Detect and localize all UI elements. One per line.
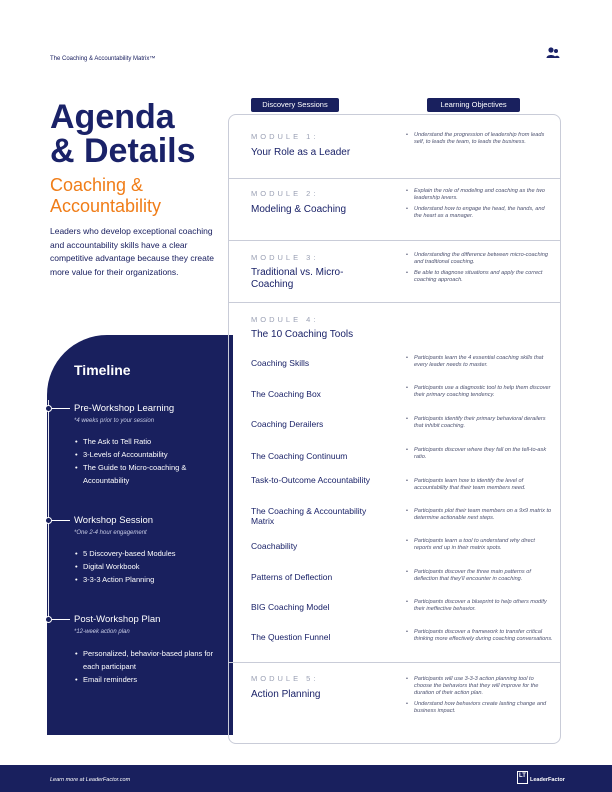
- stage-item: • Email reminders: [74, 673, 224, 686]
- tool-name: Coaching Derailers: [251, 419, 324, 429]
- timeline-connector: [52, 408, 70, 409]
- timeline-connector: [52, 619, 70, 620]
- timeline-dot: [45, 405, 52, 412]
- objective-list: [405, 447, 553, 465]
- tool-name: Coaching Skills: [251, 358, 310, 368]
- stage-item: • The Guide to Micro-coaching & Accountability: [74, 461, 224, 487]
- objective-list: [405, 355, 553, 373]
- stage-item: • 3-Levels of Accountability: [74, 448, 224, 461]
- stage-item: • The Ask to Tell Ratio: [74, 435, 224, 448]
- objective-item: • Participants learn how to identify the level of accountability that their team members need.: [405, 478, 553, 492]
- users-icon: [546, 46, 560, 60]
- timeline-dot: [45, 616, 52, 623]
- module-label: MODULE 3:: [251, 253, 319, 262]
- module-title: Traditional vs. Micro-Coaching: [251, 267, 344, 290]
- brand-line: The Coaching & Accountability Matrix™: [50, 56, 156, 62]
- objective-list: [405, 385, 553, 403]
- objective-list: [405, 478, 553, 496]
- objective-item: • Participants discover where they fall on the tell-to-ask ratio.: [405, 447, 553, 461]
- stage-item: • Digital Workbook: [74, 560, 224, 573]
- objective-item: • Explain the role of modeling and coaching as the two leadership levers.: [405, 188, 553, 202]
- intro-text: Leaders who develop exceptional coaching and accountability skills have a clear competitive advantage because they create more value for their organizations.: [50, 226, 214, 277]
- objective-item: • Participants will use 3-3-3 action planning tool to choose the behaviors that they will improve for the duration of their action plan.: [405, 676, 553, 697]
- objective-item: • Be able to diagnose situations and apply the correct coaching approach.: [405, 270, 553, 284]
- objective-item: • Understanding the difference between micro-coaching and traditional coaching.: [405, 252, 553, 266]
- tool-name: BIG Coaching Model: [251, 602, 330, 612]
- objective-list: [405, 629, 553, 647]
- timeline-title: Timeline: [74, 362, 131, 378]
- logo-text: LeaderFactor: [530, 777, 565, 783]
- page-title: [50, 100, 196, 168]
- objective-item: • Participants plot their team members on a 9x9 matrix to determine actionable next steps.: [405, 508, 553, 522]
- objective-list: [405, 188, 553, 224]
- stage-heading: Pre-Workshop Learning: [74, 403, 175, 414]
- objective-list: [405, 508, 553, 526]
- stage-item: • 5 Discovery-based Modules: [74, 547, 224, 560]
- objective-list: [405, 569, 553, 587]
- objective-item: • Participants learn the 4 essential coaching skills that every leader needs to master.: [405, 355, 553, 369]
- tool-name: Task-to-Outcome Accountability: [251, 475, 371, 485]
- objective-item: • Understand how behaviors create lasting change and business impact.: [405, 701, 553, 715]
- page-subtitle: [50, 175, 220, 217]
- tool-name: The Question Funnel: [251, 632, 331, 642]
- objective-list: [405, 538, 553, 556]
- module-divider: [228, 662, 561, 663]
- module-title: Your Role as a Leader: [251, 147, 351, 158]
- stage-heading: Post-Workshop Plan: [74, 614, 161, 625]
- tool-name: Patterns of Deflection: [251, 572, 333, 582]
- stage-list: [74, 547, 224, 586]
- module-divider: [228, 178, 561, 179]
- objective-item: • Participants discover the three main patterns of deflection that they'll encounter in coaching.: [405, 569, 553, 583]
- page-subtitle-line-2: Accountability: [50, 196, 162, 216]
- leaderfactor-logo-icon: [517, 771, 528, 784]
- stage-heading: Workshop Session: [74, 515, 154, 526]
- objective-list: [405, 132, 553, 150]
- tab-discovery-sessions: Discovery Sessions: [251, 98, 339, 112]
- objective-list: [405, 252, 553, 288]
- tab-learning-objectives: Learning Objectives: [427, 98, 520, 112]
- timeline-connector: [52, 520, 70, 521]
- objective-item: • Participants discover a blueprint to help others modify their ineffective behavior.: [405, 599, 553, 613]
- objective-item: • Participants learn a tool to understand why direct reports end up in their matrix spots.: [405, 538, 553, 552]
- objective-list: [405, 416, 553, 434]
- tool-name: The Coaching Box: [251, 389, 321, 399]
- stage-list: [74, 647, 224, 686]
- module-divider: [228, 240, 561, 241]
- module-label: MODULE 1:: [251, 132, 319, 141]
- objective-item: • Participants use a diagnostic tool to help them discover their primary coaching tendency.: [405, 385, 553, 399]
- stage-item: • 3-3-3 Action Planning: [74, 573, 224, 586]
- module-label: MODULE 4:: [251, 315, 319, 324]
- timeline-line: [48, 400, 49, 620]
- module-title: Modeling & Coaching: [251, 204, 347, 215]
- tool-name: Coachability: [251, 541, 298, 551]
- module-label: MODULE 5:: [251, 674, 319, 683]
- objective-item: • Participants discover a framework to transfer critical thinking more effectively during coaching conversations.: [405, 629, 553, 643]
- module-title: Action Planning: [251, 689, 321, 700]
- module-divider: [228, 302, 561, 303]
- objective-list: [405, 676, 553, 719]
- stage-note: *12-week action plan: [74, 629, 130, 635]
- objective-item: • Participants identify their primary behavioral derailers that inhibit coaching.: [405, 416, 553, 430]
- objective-item: • Understand how to engage the head, the hands, and the heart as a manager.: [405, 206, 553, 220]
- module-title: The 10 Coaching Tools: [251, 329, 354, 340]
- stage-note: *4 weeks prior to your session: [74, 418, 155, 424]
- page-title-line-2: & Details: [50, 132, 196, 170]
- stage-list: [74, 435, 224, 487]
- tool-name: The Coaching & Accountability Matrix: [251, 506, 367, 526]
- logo-mark: LT: [519, 773, 526, 779]
- tool-name: The Coaching Continuum: [251, 451, 348, 461]
- objective-list: [405, 599, 553, 617]
- objective-item: • Understand the progression of leadership from leads self, to leads the team, to leads the business.: [405, 132, 553, 146]
- stage-item: • Personalized, behavior-based plans for each participant: [74, 647, 224, 673]
- page-subtitle-line-1: Coaching &: [50, 175, 144, 195]
- module-label: MODULE 2:: [251, 189, 319, 198]
- page-title-line-1: Agenda: [50, 98, 175, 136]
- timeline-dot: [45, 517, 52, 524]
- footer-link[interactable]: Learn more at LeaderFactor.com: [50, 777, 131, 783]
- stage-note: *One 2-4 hour engagement: [74, 530, 147, 536]
